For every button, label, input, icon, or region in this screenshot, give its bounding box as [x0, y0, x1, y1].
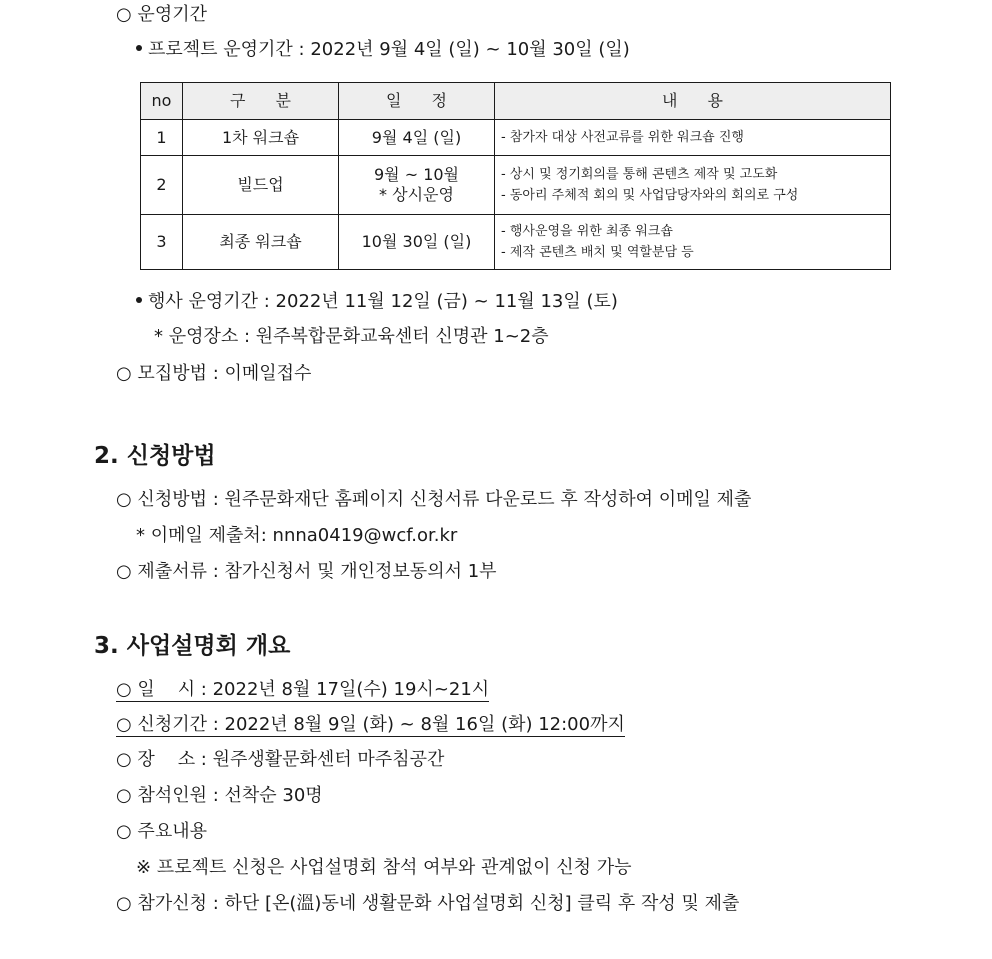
row-date: [339, 156, 495, 215]
row-content: [495, 120, 891, 156]
period-heading: ○ 운영기간: [116, 4, 207, 25]
row-no: 2: [141, 156, 183, 215]
project-period-text: 프로젝트 운영기간 : 2022년 9월 4일 (일) ~ 10월 30일 (일): [148, 39, 630, 60]
apply-period-text: ○ 신청기간 : 2022년 8월 9일 (화) ~ 8월 16일 (화) 12:00까지: [116, 714, 625, 735]
event-period-line: [136, 288, 618, 316]
apply-method-line: ○ 신청방법 : 원주문화재단 홈페이지 신청서류 다운로드 후 작성하여 이메일 제출: [116, 489, 752, 510]
header-content: 내용: [495, 83, 891, 120]
row-category: 1차 워크숍: [183, 120, 339, 156]
bullet-dot-icon: [136, 297, 142, 303]
row-content: [495, 215, 891, 270]
header-schedule: 일정: [339, 83, 495, 120]
section-2-title: 2. 신청방법: [94, 443, 216, 469]
row-content: [495, 156, 891, 215]
project-period-line: [136, 36, 630, 64]
event-period-text: 행사 운영기간 : 2022년 11월 12일 (금) ~ 11월 13일 (토): [148, 291, 618, 312]
recruit-method-line: ○ 모집방법 : 이메일접수: [116, 363, 312, 384]
section-3-title: 3. 사업설명회 개요: [94, 633, 291, 659]
content-line: - 상시 및 정기회의를 통해 콘텐츠 제작 및 고도화: [501, 167, 778, 182]
venue-line: * 운영장소 : 원주복합문화교육센터 신명관 1~2층: [154, 326, 549, 347]
apply-period-line: [116, 711, 625, 739]
briefing-date-text: ○ 일 시 : 2022년 8월 17일(수) 19시~21시: [116, 679, 490, 700]
content-line: - 참가자 대상 사전교류를 위한 워크숍 진행: [501, 130, 744, 145]
row-no: 1: [141, 120, 183, 156]
attendees-line: ○ 참석인원 : 선착순 30명: [116, 785, 323, 806]
place-line: ○ 장 소 : 원주생활문화센터 마주침공간: [116, 749, 445, 770]
content-line: - 동아리 주체적 회의 및 사업담당자와의 회의로 구성: [501, 188, 799, 203]
bullet-dot-icon: [136, 45, 142, 51]
row-category: 빌드업: [183, 156, 339, 215]
content-line: - 제작 콘텐츠 배치 및 역할분담 등: [501, 245, 694, 260]
row-category: 최종 워크숍: [183, 215, 339, 270]
submit-docs-line: ○ 제출서류 : 참가신청서 및 개인정보동의서 1부: [116, 561, 497, 582]
row-date: 9월 4일 (일): [339, 120, 495, 156]
note-line: ※ 프로젝트 신청은 사업설명회 참석 여부와 관계없이 신청 가능: [136, 857, 632, 878]
row-date: 10월 30일 (일): [339, 215, 495, 270]
date-line: 9월 ~ 10월: [373, 165, 460, 184]
table-row: [141, 156, 891, 215]
main-content-line: ○ 주요내용: [116, 821, 207, 842]
email-line: * 이메일 제출처: nnna0419@wcf.or.kr: [136, 525, 458, 546]
header-no: no: [141, 83, 183, 120]
header-category: 구분: [183, 83, 339, 120]
table-header-row: [141, 83, 891, 120]
participate-line: ○ 참가신청 : 하단 [온(溫)동네 생활문화 사업설명회 신청] 클릭 후 작성 및 제출: [116, 893, 740, 914]
table-row: [141, 120, 891, 156]
content-line: - 행사운영을 위한 최종 워크숍: [501, 224, 673, 239]
row-no: 3: [141, 215, 183, 270]
briefing-date-line: [116, 676, 489, 704]
table-row: [141, 215, 891, 270]
date-line: * 상시운영: [379, 185, 454, 204]
schedule-table: [140, 82, 891, 270]
